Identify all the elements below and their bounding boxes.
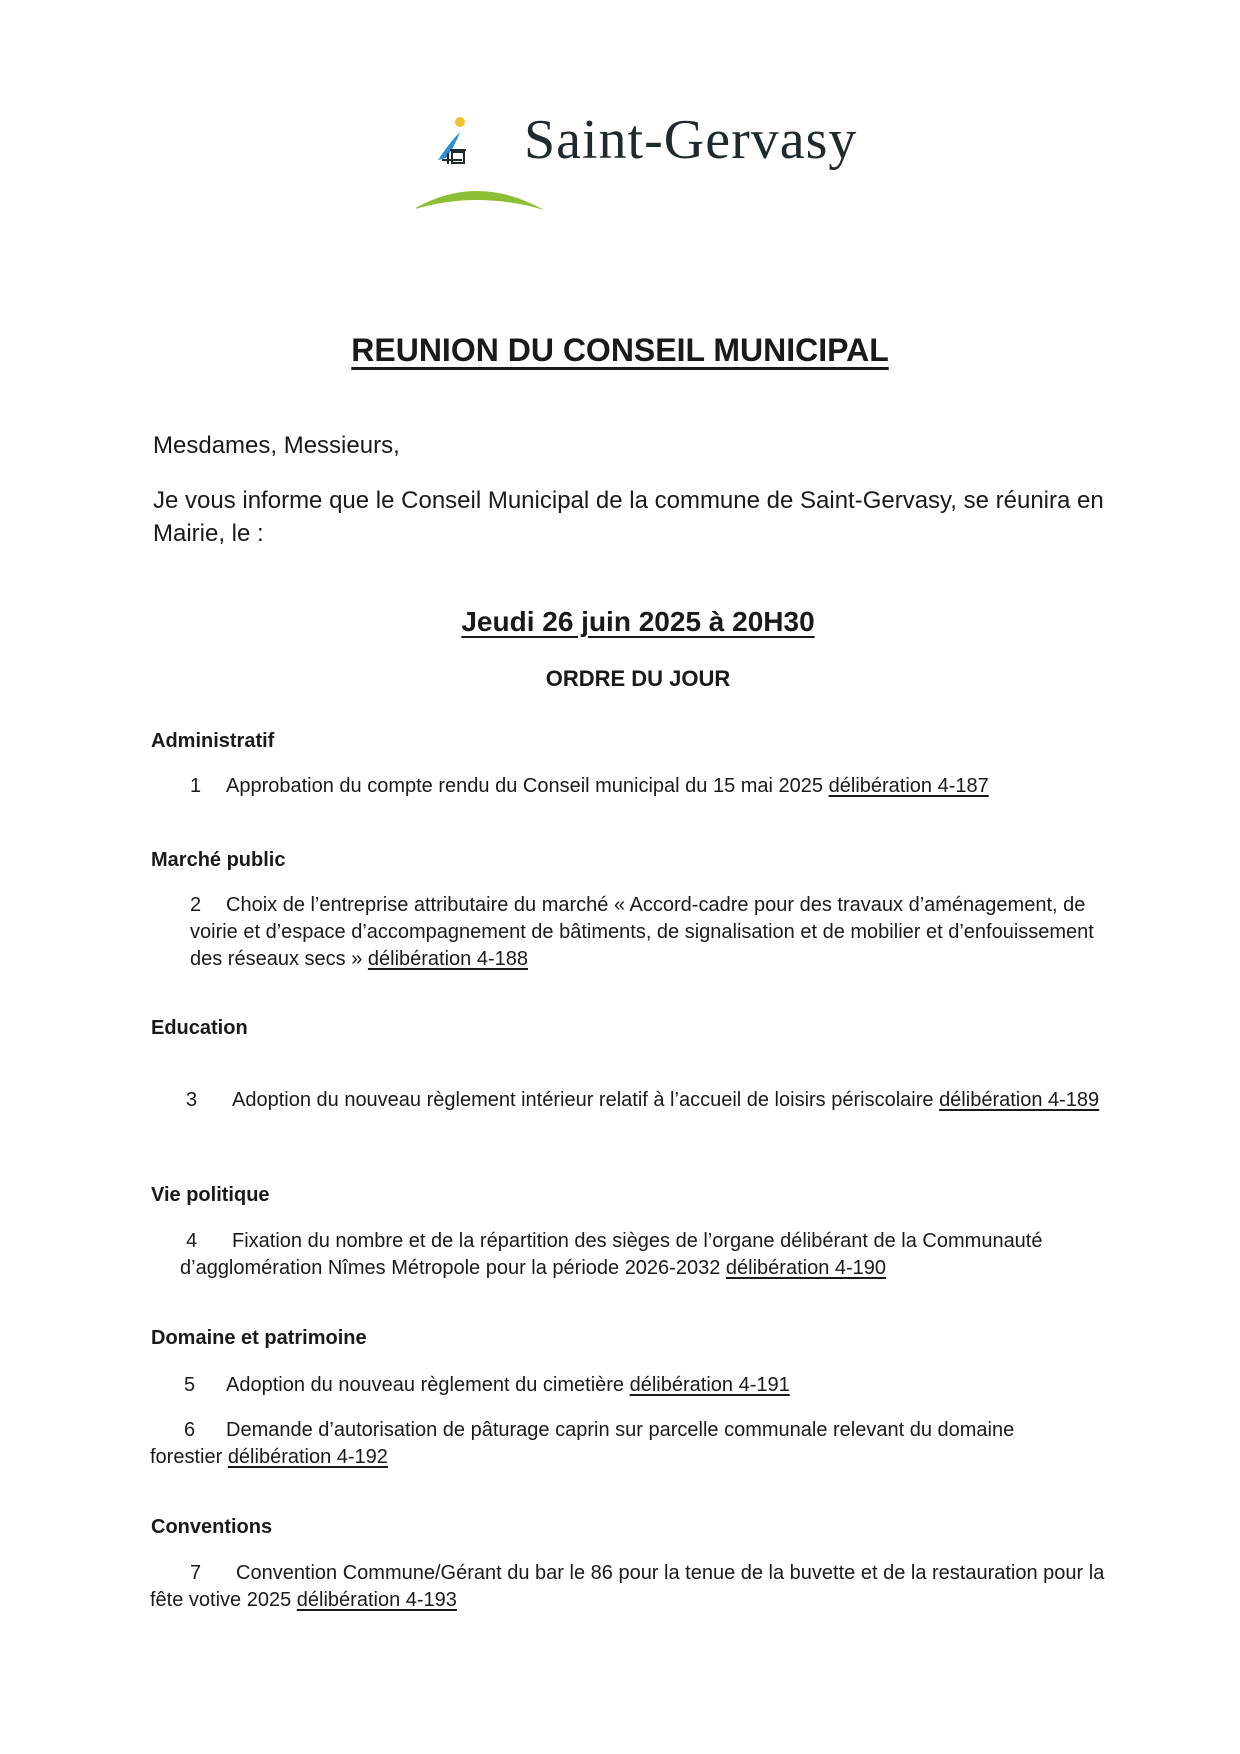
item-text: Demande d’autorisation de pâturage caprin sur parcelle communale relevant du domaine forestier <box>150 1419 1015 1468</box>
item-text: Choix de l’entreprise attributaire du marché « Accord-cadre pour des travaux d’aménagement, de voirie et d’espace d’accompagnement de bâtiments, de signalisation et de mobilier et d’enfouissement des réseaux secs » <box>190 894 1094 970</box>
intro-paragraph: Je vous informe que le Conseil Municipal de la commune de Saint-Gervasy, se réunira en Mairie, le : <box>153 487 1104 547</box>
agenda-item <box>180 1228 1110 1282</box>
deliberation-link[interactable]: délibération 4-191 <box>629 1374 790 1396</box>
section-title: Education <box>151 1017 248 1039</box>
green-hill-icon <box>416 191 544 210</box>
item-number: 3 <box>186 1089 198 1111</box>
item-number: 4 <box>186 1230 198 1252</box>
item-text: Fixation du nombre et de la répartition des sièges de l’organe délibérant de la Communauté d’agglomération Nîmes Métropole pour la période 2026-2032 <box>180 1230 1043 1279</box>
section-title: Marché public <box>151 849 286 871</box>
deliberation-link[interactable]: délibération 4-189 <box>939 1089 1100 1111</box>
saint-gervasy-logo <box>416 100 856 220</box>
deliberation-link[interactable]: délibération 4-188 <box>367 948 529 970</box>
page-title: REUNION DU CONSEIL MUNICIPAL <box>351 332 889 368</box>
item-text: Approbation du compte rendu du Conseil municipal du 15 mai 2025 <box>226 775 824 797</box>
item-number: 5 <box>184 1374 196 1396</box>
item-number: 7 <box>190 1562 202 1584</box>
deliberation-link[interactable]: délibération 4-192 <box>227 1446 388 1468</box>
section-title: Domaine et patrimoine <box>151 1327 367 1349</box>
agenda-heading: ORDRE DU JOUR <box>545 666 731 691</box>
house-icon <box>452 152 464 163</box>
agenda-item <box>180 1087 1115 1114</box>
item-text: Adoption du nouveau règlement du cimetière <box>226 1374 625 1396</box>
deliberation-link[interactable]: délibération 4-190 <box>725 1257 887 1279</box>
item-text: Convention Commune/Gérant du bar le 86 pour la tenue de la buvette et de la restauration pour la fête votive 2025 <box>150 1562 1105 1611</box>
deliberation-link[interactable]: délibération 4-187 <box>828 775 989 797</box>
agenda-item <box>190 892 1125 973</box>
agenda-item <box>150 1560 1125 1614</box>
item-number: 6 <box>184 1419 196 1441</box>
meeting-date: Jeudi 26 juin 2025 à 20H30 <box>461 606 815 637</box>
agenda-item <box>190 773 1165 800</box>
agenda-item <box>184 1372 1159 1399</box>
section-title: Administratif <box>151 730 275 752</box>
item-text: Adoption du nouveau règlement intérieur relatif à l’accueil de loisirs périscolaire <box>232 1089 934 1111</box>
agenda-item <box>150 1417 1085 1471</box>
section-title: Conventions <box>151 1516 273 1538</box>
greeting: Mesdames, Messieurs, <box>153 432 400 459</box>
logo-wordmark: Saint-Gervasy <box>524 109 858 171</box>
item-number: 2 <box>190 894 202 916</box>
section-title: Vie politique <box>151 1184 270 1206</box>
item-number: 1 <box>190 775 202 797</box>
sun-icon <box>455 117 465 127</box>
deliberation-link[interactable]: délibération 4-193 <box>296 1589 457 1611</box>
